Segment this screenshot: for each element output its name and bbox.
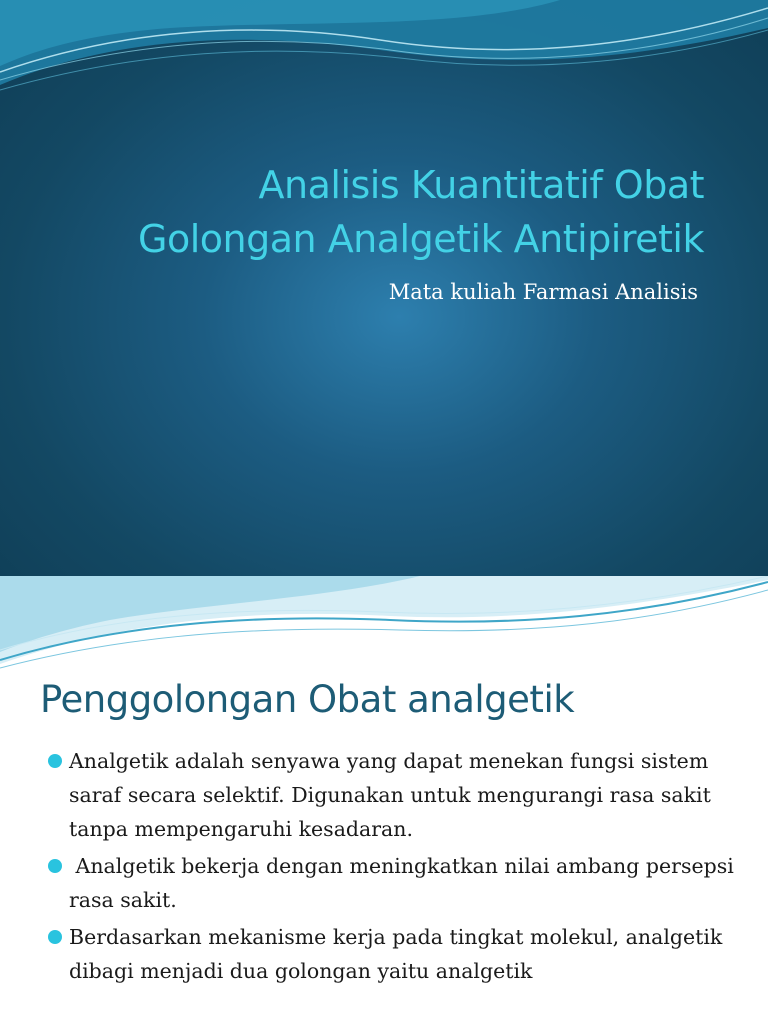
bullet-list (48, 744, 748, 991)
bullet-icon (48, 930, 62, 944)
bullet-item (48, 744, 748, 846)
bullet-icon (48, 754, 62, 768)
content-slide (0, 576, 768, 1024)
slide-title-line1: Analisis Kuantitatif Obat (258, 163, 704, 207)
slide-subtitle: Mata kuliah Farmasi Analisis (388, 280, 698, 304)
bullet-item (48, 849, 748, 917)
slide-title (24, 158, 704, 266)
wave-decoration (0, 0, 768, 110)
bullet-text: Analgetik adalah senyawa yang dapat menekan fungsi sistem saraf secara selektif. Digunakan untuk mengurangi rasa sakit tanpa mempengaruhi kesadaran. (69, 749, 711, 841)
wave-decoration (0, 576, 768, 676)
bullet-icon (48, 859, 62, 873)
bullet-item (48, 920, 748, 988)
slide-heading: Penggolongan Obat analgetik (40, 678, 575, 721)
slide-title-line2: Golongan Analgetik Antipiretik (138, 217, 704, 261)
bullet-text: Analgetik bekerja dengan meningkatkan nilai ambang persepsi rasa sakit. (69, 854, 741, 912)
bullet-text: Berdasarkan mekanisme kerja pada tingkat molekul, analgetik dibagi menjadi dua golongan yaitu analgetik (69, 925, 723, 983)
